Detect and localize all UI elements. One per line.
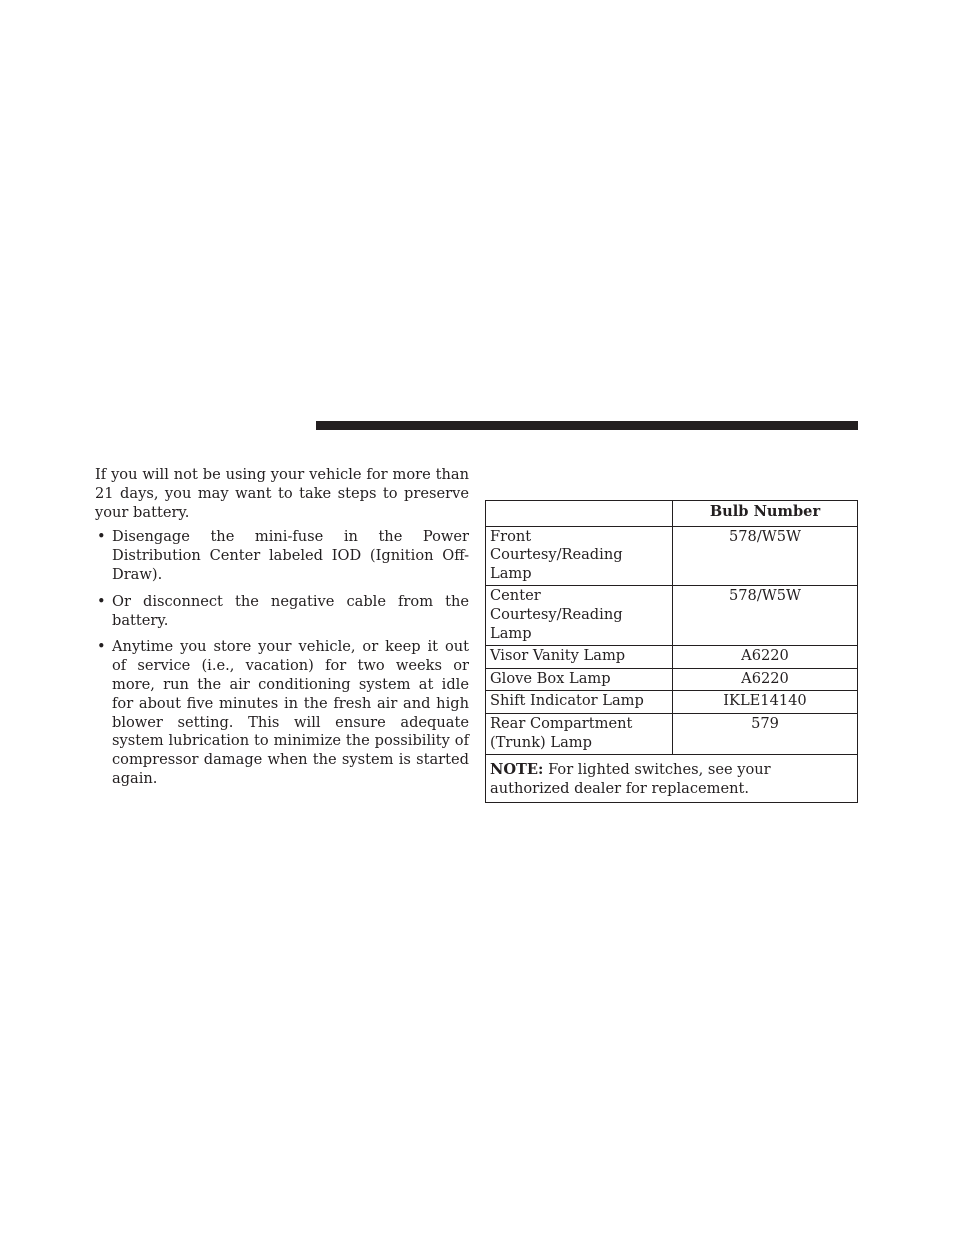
lamp-cell: Glove Box Lamp xyxy=(486,668,673,691)
bulb-number-cell: 578/W5W xyxy=(673,526,858,586)
list-item xyxy=(95,528,469,584)
bulb-number-cell: 578/W5W xyxy=(673,586,858,646)
table-row xyxy=(486,586,858,646)
table-header-bulb-number: Bulb Number xyxy=(673,501,858,527)
table-row xyxy=(486,691,858,714)
table-row xyxy=(486,713,858,754)
lamp-cell: Shift Indicator Lamp xyxy=(486,691,673,714)
list-item-text: Disengage the mini-fuse in the Power Distribution Center labeled IOD (Ignition Off-Draw). xyxy=(112,528,469,583)
bulb-number-cell: A6220 xyxy=(673,668,858,691)
bulb-number-cell: IKLE14140 xyxy=(673,691,858,714)
bulb-number-cell: A6220 xyxy=(673,646,858,669)
lamp-cell: Center Courtesy/Reading Lamp xyxy=(486,586,673,646)
bullet-glyph: • xyxy=(97,592,106,610)
lamp-cell: Rear Compartment (Trunk) Lamp xyxy=(486,713,673,754)
bullet-glyph: • xyxy=(97,528,106,546)
lamp-cell: Front Courtesy/Reading Lamp xyxy=(486,526,673,586)
bullet-glyph: • xyxy=(97,638,106,656)
interior-bulb-table xyxy=(485,500,858,803)
table-header-lamp xyxy=(486,501,673,527)
battery-bullet-list xyxy=(95,528,469,788)
table-note-row xyxy=(486,755,858,803)
table-row xyxy=(486,668,858,691)
battery-storage-section xyxy=(95,466,469,797)
table-row xyxy=(486,646,858,669)
table-row xyxy=(486,526,858,586)
list-item xyxy=(95,638,469,788)
list-item-text: Or disconnect the negative cable from the battery. xyxy=(112,592,469,629)
table-header-row xyxy=(486,501,858,527)
list-item-text: Anytime you store your vehicle, or keep it out of service (i.e., vacation) for two weeks or more, run the air conditioning system at idle for about five minutes in the fresh air and high blower setting. This will ensure adequate system lubrication to minimize the possibility of compressor damage when the system is started again. xyxy=(112,638,469,787)
lamp-cell: Visor Vanity Lamp xyxy=(486,646,673,669)
list-item xyxy=(95,593,469,631)
bulb-number-cell: 579 xyxy=(673,713,858,754)
battery-intro-paragraph: If you will not be using your vehicle for more than 21 days, you may want to take steps to preserve your battery. xyxy=(95,466,469,521)
section-header-bar xyxy=(316,421,858,430)
note-text: For lighted switches, see your authorized dealer for replacement. xyxy=(490,761,771,797)
table-note-cell xyxy=(486,755,858,803)
note-label: NOTE: xyxy=(490,761,544,779)
